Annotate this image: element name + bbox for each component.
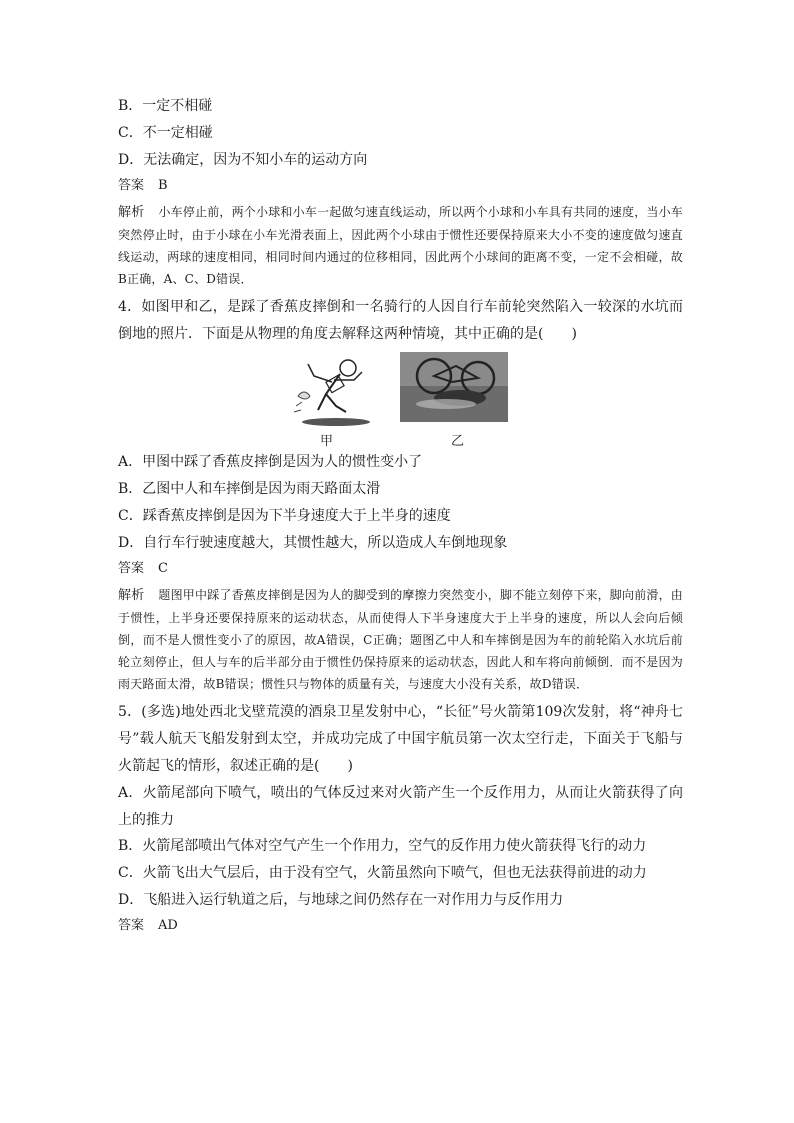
- q5-stem: 5．(多选)地处西北戈壁荒漠的酒泉卫星发射中心，“长征”号火箭第109次发射，将“神舟七号”载人航天飞船发射到太空，并成功完成了中国宇航员第一次太空行走，下面关于飞船与火箭起飞的情形，叙述正确的是( ): [118, 704, 683, 774]
- document-page: [118, 94, 683, 941]
- q4-explanation: [118, 584, 683, 695]
- q4-answer-value: C: [158, 561, 168, 576]
- q3-option-c: C．不一定相碰: [118, 125, 213, 141]
- q5-answer-value: AD: [158, 918, 178, 933]
- figure-b-caption: 乙: [451, 434, 465, 449]
- q4-answer: [118, 558, 683, 580]
- q4-option-a: A．甲图中踩了香蕉皮摔倒是因为人的惯性变小了: [118, 454, 423, 470]
- q4-option-d: D．自行车行驶速度越大，其惯性越大，所以造成人车倒地现象: [118, 535, 508, 551]
- q4-figures: [118, 350, 683, 450]
- q5-answer: [118, 915, 683, 937]
- q4-stem: 4．如图甲和乙，是踩了香蕉皮摔倒和一名骑行的人因自行车前轮突然陷入一较深的水坑而倒地的照片．下面是从物理的角度去解释这两种情境，其中正确的是( ): [118, 299, 683, 342]
- figure-banana-slip: [288, 350, 378, 430]
- q4-explanation-label: 解析: [118, 588, 145, 603]
- q3-option-b: B．一定不相碰: [118, 98, 213, 114]
- q3-answer: [118, 175, 683, 197]
- q3-explanation: [118, 201, 683, 290]
- q4-answer-label: 答案: [118, 561, 145, 576]
- q5-option-a: A．火箭尾部向下喷气，喷出的气体反过来对火箭产生一个反作用力，从而让火箭获得了向上的推力: [118, 785, 683, 828]
- q4-option-b: B．乙图中人和车摔倒是因为雨天路面太滑: [118, 481, 381, 497]
- q4-option-c: C．踩香蕉皮摔倒是因为下半身速度大于上半身的速度: [118, 508, 451, 524]
- q3-explanation-text: 小车停止前，两个小球和小车一起做匀速直线运动，所以两个小球和小车具有共同的速度，当小车突然停止时，由于小球在小车光滑表面上，因此两个小球由于惯性还要保持原来大小不变的速度做匀速直线运动，两球的速度相同，相同时间内通过的位移相同，因此两个小球间的距离不变，一定不会相碰，故B正确，A、C、D错误．: [118, 205, 684, 286]
- q5-option-b: B．火箭尾部喷出气体对空气产生一个作用力，空气的反作用力使火箭获得飞行的动力: [118, 838, 647, 854]
- q3-answer-value: B: [158, 178, 168, 193]
- q3-option-d: D．无法确定，因为不知小车的运动方向: [118, 152, 368, 168]
- q4-explanation-text: 题图甲中踩了香蕉皮摔倒是因为人的脚受到的摩擦力突然变小，脚不能立刻停下来，脚向前滑，由于惯性，上半身还要保持原来的运动状态，从而使得人下半身速度大于上半身的速度，所以人会向后倾倒，而不是人惯性变小了的原因，故A错误，C正确；题图乙中人和车摔倒是因为车的前轮陷入水坑后前轮立刻停止，但人与车的后半部分由于惯性仍保持原来的运动状态，因此人和车将向前倾倒．而不是因为雨天路面太滑，故B错误；惯性只与物体的质量有关，与速度大小没有关系，故D错误．: [118, 588, 684, 691]
- q5-option-c: C．火箭飞出大气层后，由于没有空气，火箭虽然向下喷气，但也无法获得前进的动力: [118, 865, 647, 881]
- q5-option-d: D．飞船进入运行轨道之后，与地球之间仍然存在一对作用力与反作用力: [118, 892, 564, 908]
- figure-bicycle-fall: [400, 352, 508, 422]
- q3-explanation-label: 解析: [118, 205, 145, 220]
- figure-a-caption: 甲: [320, 434, 334, 449]
- q5-answer-label: 答案: [118, 918, 145, 933]
- q3-answer-label: 答案: [118, 178, 145, 193]
